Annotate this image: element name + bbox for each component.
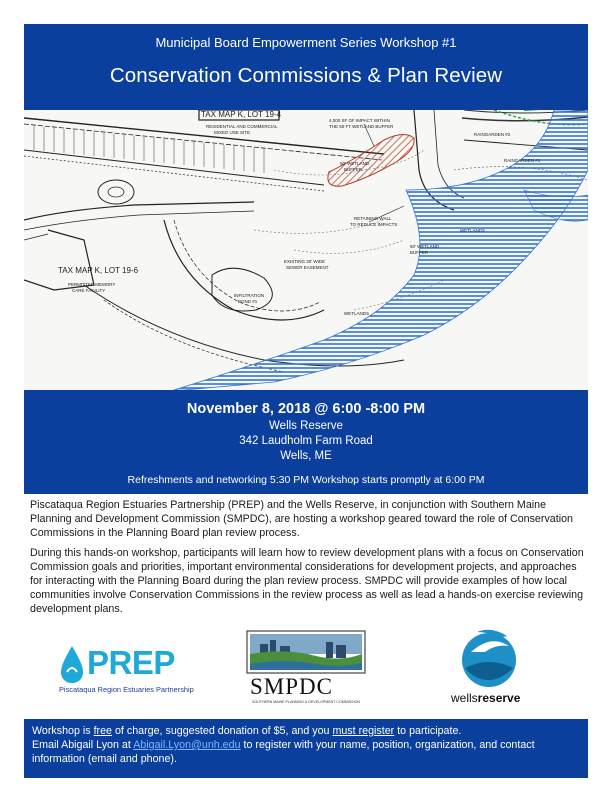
must-register-text: must register [332,725,395,737]
event-address: 342 Laudholm Farm Road [239,435,373,447]
smpdc-logo [246,630,366,708]
prep-wordmark: PREP [87,644,175,681]
buffer-label-1b: BUFFER [344,167,362,172]
easement-label-1: EXISTING 30' WIDE [284,259,326,264]
registration-footer [24,719,588,778]
wetlands-label-2: WETLANDS [344,311,370,316]
raingarden-label-1: RAINGARDEN #2 [474,132,511,137]
footer-line-1 [32,725,580,739]
impact-note-2: THE 50 FT WETLAND BUFFER [329,124,394,129]
buffer-label-2b: BUFFER [410,250,428,255]
reserve-word: reserve [477,691,521,705]
event-venue: Wells Reserve [269,420,343,432]
footer-text: to register with your name, position, organization, and contact information (email and phone). [32,738,535,765]
impact-note-1: 4,000 SF OF IMPACT WITHIN [329,118,390,123]
tax-map-top-sub1: RESIDENTIAL AND COMMERCIAL [206,124,278,129]
contact-email-link[interactable]: Abigail.Lyon@unh.edu [133,738,241,751]
site-plan-map [24,110,588,390]
site-plan-drawing [24,110,588,390]
footer-text: Email Abigail Lyon at [32,738,134,751]
wells-wordmark [451,691,520,705]
tax-map-left-sub1: PERMITTED MEMORY [68,282,116,287]
tax-map-top-sub2: MIXED USE SITE [214,130,251,135]
wells-reserve-logo [451,628,531,708]
easement-label-2: SEWER EASEMENT [286,265,329,270]
event-city: Wells, ME [280,450,332,462]
footer-text: Workshop is [32,725,94,737]
wetlands-label-1: WETLANDS [460,228,486,233]
free-text: free [93,725,112,737]
wells-word: wells [451,691,478,705]
retaining-wall-2: TO REDUCE IMPACTS [350,222,398,227]
footer-text: of charge, suggested donation of $5, and you [112,725,333,737]
event-date: November 8, 2018 @ 6:00 -8:00 PM [186,401,426,417]
page-title: Conservation Commissions & Plan Review [109,64,503,87]
smpdc-subtitle: SOUTHERN MAINE PLANNING & DEVELOPMENT COMMISSION [252,700,360,704]
event-note: Refreshments and networking 5:30 PM Workshop starts promptly at 6:00 PM [127,474,485,486]
tax-map-left-sub2: CARE FACILITY [72,288,106,293]
description [30,499,584,616]
heron-globe-icon [451,628,527,688]
water-drop-icon [59,644,85,684]
prep-subtitle: Piscataqua Region Estuaries Partnership [59,685,194,694]
buffer-label-1: 50' WETLAND [340,161,370,166]
partner-logos [24,628,588,712]
paragraph-details: During this hands-on workshop, participants will learn how to review development plans with a focus on Conservation Commission goals and priorities, important environmental considerations for development projects, and approaches for interacting with the Planning Board during the plan review process. SMPDC will provide examples of how local communities involve Conservation Commissions in the review process as well as lead a hands-on exercise reviewing development plans. [30,547,584,615]
footer-line-2 [32,739,580,767]
smpdc-wordmark: SMPDC [250,674,333,699]
paragraph-intro: Piscataqua Region Estuaries Partnership (PREP) and the Wells Reserve, in conjunction with Southern Maine Planning and Development Commission (SMPDC), are hosting a workshop geared toward the role of Conservation Commissions in the Planning Board plan review process. [30,499,573,539]
event-banner [24,390,588,494]
header-banner [24,24,588,110]
tax-map-left-label: TAX MAP K, LOT 19-6 [58,266,139,275]
raingarden-label-2: RAINGARDEN #1 [504,158,541,163]
infiltration-label-1: INFILTRATION [234,293,265,298]
footer-text: to participate. [394,725,462,737]
buffer-label-2: 50' WETLAND [410,244,440,249]
retaining-wall-1: RETAINING WALL [354,216,392,221]
series-title: Municipal Board Empowerment Series Workshop #1 [155,35,457,50]
tax-map-top-label: TAX MAP K, LOT 19-4 [201,110,282,119]
skyline-icon [246,630,366,674]
infiltration-label-2: POND #1 [238,299,258,304]
